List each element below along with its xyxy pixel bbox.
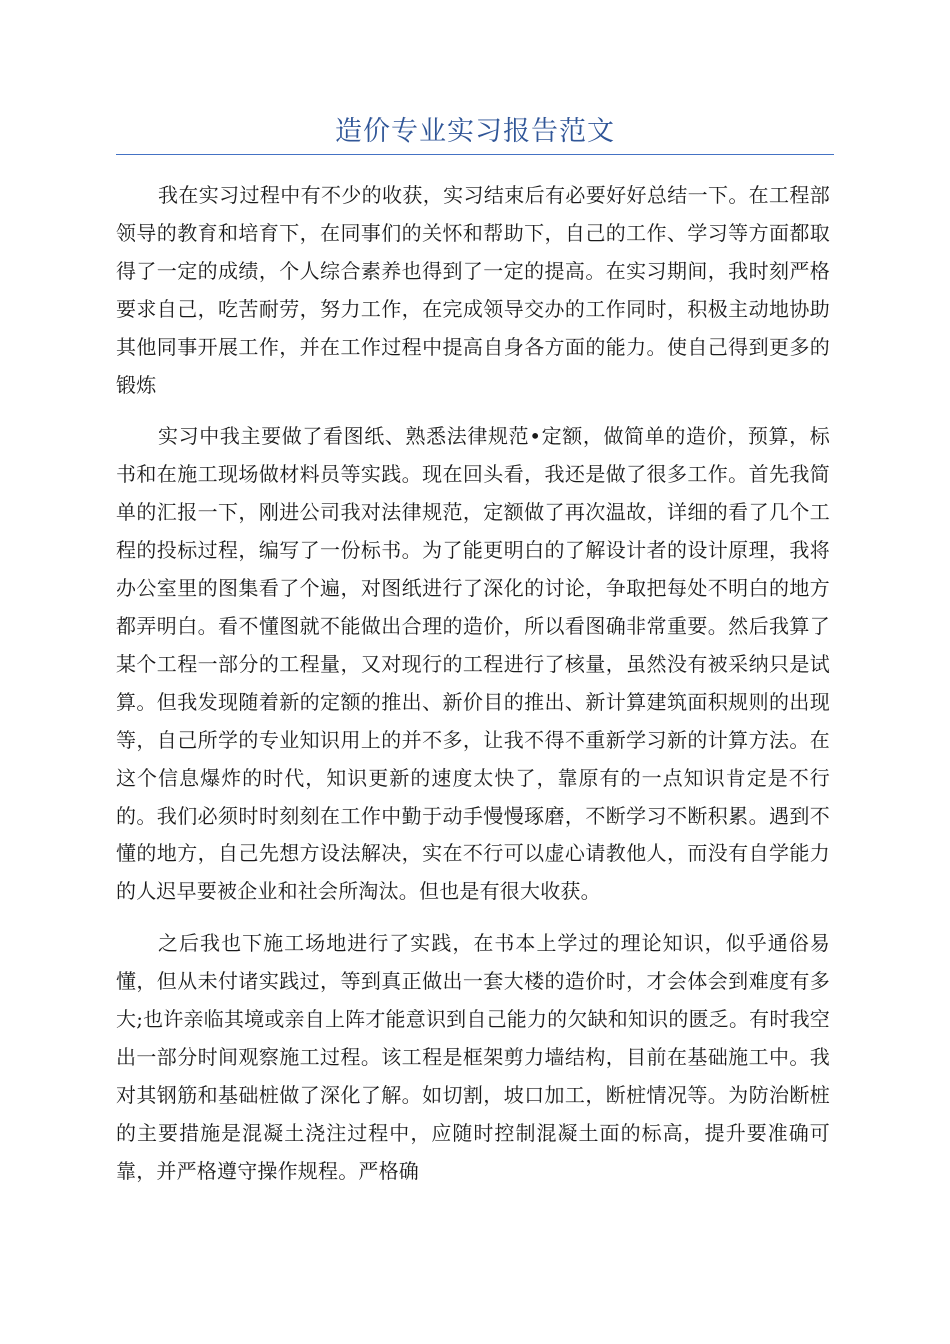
paragraph-3: 之后我也下施工场地进行了实践，在书本上学过的理论知识，似乎通俗易懂，但从未付诸实践过，等到真正做出一套大楼的造价时，才会体会到难度有多大;也许亲临其境或亲自上阵才能意识到自己能力的欠缺和知识的匮乏。有时我空出一部分时间观察施工过程。该工程是框架剪力墙结构，目前在基础施工中。我对其钢筋和基础桩做了深化了解。如切割，坡口加工，断桩情况等。为防治断桩的主要措施是混凝土浇注过程中，应随时控制混凝土面的标高，提升要准确可靠，并严格遵守操作规程。严格确	[116, 931, 830, 1183]
document-body	[116, 177, 830, 1205]
document-title: 造价专业实习报告范文	[335, 116, 615, 147]
title-underline	[116, 154, 834, 155]
paragraph-2: 实习中我主要做了看图纸、熟悉法律规范•定额，做简单的造价，预算，标书和在施工现场做材料员等实践。现在回头看，我还是做了很多工作。首先我简单的汇报一下，刚进公司我对法律规范，定额做了再次温故，详细的看了几个工程的投标过程，编写了一份标书。为了能更明白的了解设计者的设计原理，我将办公室里的图集看了个遍，对图纸进行了深化的讨论，争取把每处不明白的地方都弄明白。看不懂图就不能做出合理的造价，所以看图确非常重要。然后我算了某个工程一部分的工程量，又对现行的工程进行了核量，虽然没有被采纳只是试算。但我发现随着新的定额的推出、新价目的推出、新计算建筑面积规则的出现等，自己所学的专业知识用上的并不多，让我不得不重新学习新的计算方法。在这个信息爆炸的时代，知识更新的速度太快了，靠原有的一点知识肯定是不行的。我们必须时时刻刻在工作中勤于动手慢慢琢磨，不断学习不断积累。遇到不懂的地方，自己先想方设法解决，实在不行可以虚心请教他人，而没有自学能力的人迟早要被企业和社会所淘汰。但也是有很大收获。	[116, 424, 830, 904]
paragraph-1: 我在实习过程中有不少的收获，实习结束后有必要好好总结一下。在工程部领导的教育和培育下，在同事们的关怀和帮助下，自己的工作、学习等方面都取得了一定的成绩，个人综合素养也得到了一定的提高。在实习期间，我时刻严格要求自己，吃苦耐劳，努力工作，在完成领导交办的工作同时，积极主动地协助其他同事开展工作，并在工作过程中提高自身各方面的能力。使自己得到更多的锻炼	[116, 183, 830, 397]
